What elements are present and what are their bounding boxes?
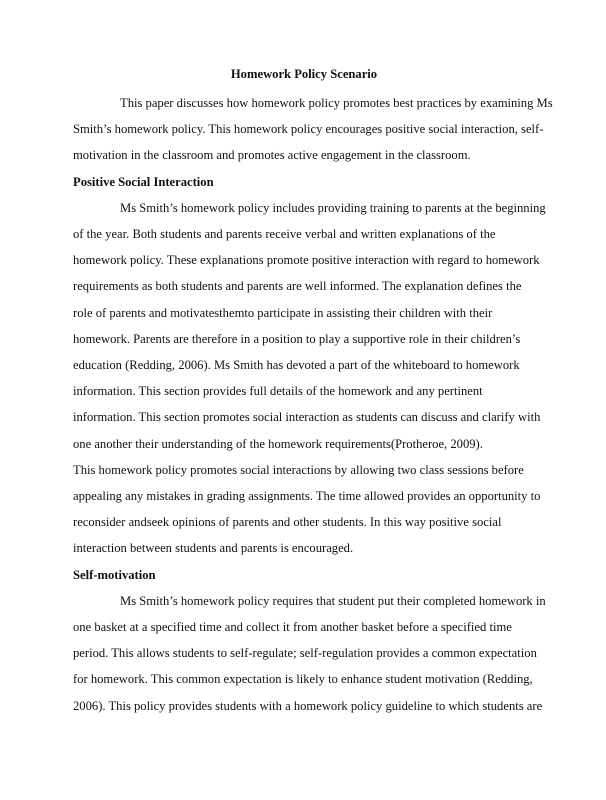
text-line: information. This section promotes social interaction as students can discuss and clarify with [73,410,541,425]
text-line: homework. Parents are therefore in a position to play a supportive role in their children’s [73,331,521,346]
text-line: requirements as both students and parents are well informed. The explanation defines the [73,279,522,294]
text-line: Smith’s homework policy. This homework policy encourages positive social interaction, self- [73,122,544,137]
section-heading-positive-social-interaction: Positive Social Interaction [73,174,214,189]
text-line: education (Redding, 2006). Ms Smith has devoted a part of the whiteboard to homework [73,358,520,373]
paragraph [73,195,546,457]
text-line: reconsider andseek opinions of parents and other students. In this way positive social [73,515,502,530]
paragraph [73,457,541,562]
text-line: Ms Smith’s homework policy requires that student put their completed homework in [120,593,546,608]
text-line: interaction between students and parents is encouraged. [73,541,354,556]
document-title: Homework Policy Scenario [230,67,378,81]
paragraph [73,588,546,719]
text-line: for homework. This common expectation is likely to enhance student motivation (Redding, [73,672,533,687]
text-line: information. This section provides full details of the homework and any pertinent [73,384,483,399]
text-line: of the year. Both students and parents receive verbal and written explanations of the [73,227,496,242]
text-line: homework policy. These explanations promote positive interaction with regard to homework [73,253,540,268]
text-line: one basket at a specified time and collect it from another basket before a specified time [73,620,512,635]
text-line: motivation in the classroom and promotes active engagement in the classroom. [73,148,471,163]
intro-paragraph [73,90,553,169]
text-line: This homework policy promotes social interactions by allowing two class sessions before [73,462,524,477]
text-line: Ms Smith’s homework policy includes providing training to parents at the beginning [120,200,546,215]
text-line: period. This allows students to self-regulate; self-regulation provides a common expectation [73,646,537,661]
text-line: 2006). This policy provides students with a homework policy guideline to which students are [73,698,543,713]
text-line: role of parents and motivatesthemto participate in assisting their children with their [73,305,493,320]
document-page [73,64,553,719]
text-line: one another their understanding of the homework requirements(Protheroe, 2009). [73,436,483,451]
section-heading-self-motivation: Self-motivation [73,567,156,582]
text-line: appealing any mistakes in grading assignments. The time allowed provides an opportunity to [73,489,541,504]
text-line: This paper discusses how homework policy promotes best practices by examining Ms [120,96,553,110]
